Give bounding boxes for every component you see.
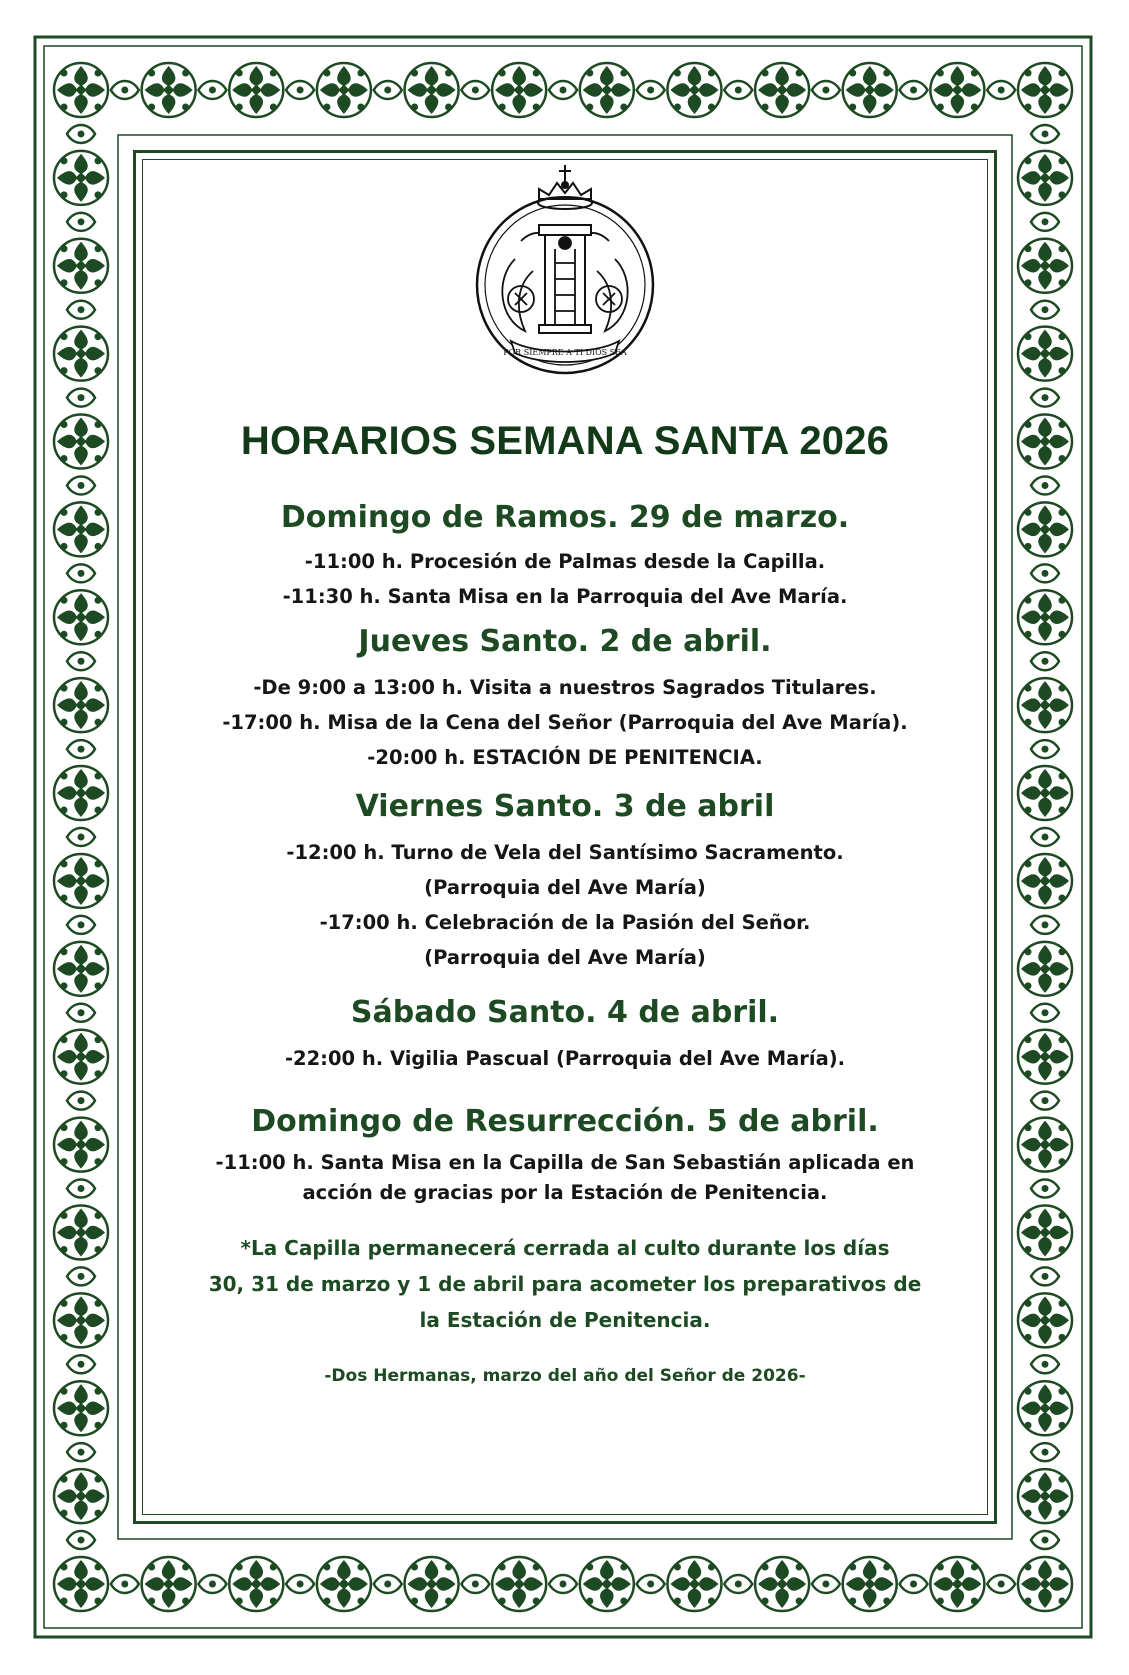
scroll-link-icon <box>67 740 95 758</box>
cross-medallion-icon <box>1018 1293 1072 1347</box>
scroll-link-icon <box>1031 564 1059 582</box>
cross-medallion-icon <box>843 1557 897 1611</box>
scroll-link-icon <box>900 1575 928 1593</box>
cross-medallion-icon <box>317 1557 371 1611</box>
scroll-link-icon <box>1031 213 1059 231</box>
scroll-link-icon <box>67 1355 95 1373</box>
schedule-line: -De 9:00 a 13:00 h. Visita a nuestros Sagrados Titulares. <box>253 676 877 699</box>
schedule-line: -11:30 h. Santa Misa en la Parroquia del Ave María. <box>282 585 848 608</box>
cross-medallion-icon <box>492 1557 546 1611</box>
scroll-link-icon <box>1031 389 1059 407</box>
cross-medallion-icon <box>405 1557 459 1611</box>
schedule-line: acción de gracias por la Estación de Penitencia. <box>302 1181 828 1204</box>
cross-medallion-icon <box>1018 239 1072 293</box>
scroll-link-icon <box>1031 1267 1059 1285</box>
scroll-link-icon <box>1031 652 1059 670</box>
scroll-link-icon <box>198 1575 226 1593</box>
scroll-link-icon <box>1031 476 1059 494</box>
cross-medallion-icon <box>54 942 108 996</box>
scroll-link-icon <box>461 81 489 99</box>
cross-medallion-icon <box>1018 502 1072 556</box>
schedule-line: -20:00 h. ESTACIÓN DE PENITENCIA. <box>367 746 763 769</box>
cross-medallion-icon <box>54 590 108 644</box>
cross-medallion-icon <box>667 1557 721 1611</box>
scroll-link-icon <box>67 389 95 407</box>
scroll-link-icon <box>637 81 665 99</box>
cross-medallion-icon <box>1018 151 1072 205</box>
page-title: HORARIOS SEMANA SANTA 2026 <box>240 419 890 463</box>
cross-medallion-icon <box>492 63 546 117</box>
scroll-link-icon <box>374 81 402 99</box>
schedule-line: -22:00 h. Vigilia Pascual (Parroquia del Ave María). <box>284 1047 846 1070</box>
scroll-link-icon <box>1031 740 1059 758</box>
scroll-link-icon <box>987 1575 1015 1593</box>
cross-medallion-icon <box>580 63 634 117</box>
cross-medallion-icon <box>229 63 283 117</box>
scroll-link-icon <box>1031 1355 1059 1373</box>
cross-medallion-icon <box>54 415 108 469</box>
schedule-line: -17:00 h. Celebración de la Pasión del Señor. <box>319 911 811 934</box>
cross-medallion-icon <box>930 1557 984 1611</box>
scroll-link-icon <box>67 476 95 494</box>
cross-medallion-icon <box>229 1557 283 1611</box>
cross-medallion-icon <box>1018 590 1072 644</box>
scroll-link-icon <box>67 213 95 231</box>
schedule-line: (Parroquia del Ave María) <box>424 876 706 899</box>
cross-medallion-icon <box>54 766 108 820</box>
day-heading: Jueves Santo. 2 de abril. <box>358 624 772 659</box>
cross-medallion-icon <box>1018 1205 1072 1259</box>
scroll-link-icon <box>900 81 928 99</box>
cross-medallion-icon <box>54 1293 108 1347</box>
day-heading: Domingo de Ramos. 29 de marzo. <box>280 500 850 535</box>
scroll-link-icon <box>549 81 577 99</box>
day-heading: Domingo de Resurrección. 5 de abril. <box>251 1104 879 1139</box>
cross-medallion-icon <box>54 1118 108 1172</box>
scroll-link-icon <box>286 1575 314 1593</box>
cross-medallion-icon <box>1018 1118 1072 1172</box>
scroll-link-icon <box>461 1575 489 1593</box>
scroll-link-icon <box>67 828 95 846</box>
cross-medallion-icon <box>1018 678 1072 732</box>
cross-medallion-icon <box>54 151 108 205</box>
schedule-line: -11:00 h. Santa Misa en la Capilla de San Sebastián aplicada en <box>215 1151 915 1174</box>
scroll-link-icon <box>198 81 226 99</box>
scroll-link-icon <box>1031 828 1059 846</box>
day-heading: Sábado Santo. 4 de abril. <box>350 995 780 1030</box>
scroll-link-icon <box>637 1575 665 1593</box>
scroll-link-icon <box>1031 1180 1059 1198</box>
cross-medallion-icon <box>54 1205 108 1259</box>
schedule-section <box>136 624 994 775</box>
scroll-link-icon <box>812 81 840 99</box>
cross-medallion-icon <box>1018 63 1072 117</box>
cross-medallion-icon <box>405 63 459 117</box>
seal-motto: POR SIEMPRE A TI DIOS SEA <box>503 348 627 357</box>
scroll-link-icon <box>111 1575 139 1593</box>
cross-medallion-icon <box>54 239 108 293</box>
scroll-link-icon <box>1031 125 1059 143</box>
scroll-link-icon <box>67 1531 95 1549</box>
cross-medallion-icon <box>54 854 108 908</box>
closure-note <box>136 1230 994 1338</box>
schedule-line: (Parroquia del Ave María) <box>424 946 706 969</box>
scroll-link-icon <box>1031 916 1059 934</box>
cross-medallion-icon <box>317 63 371 117</box>
cross-medallion-icon <box>1018 942 1072 996</box>
cross-medallion-icon <box>54 502 108 556</box>
cross-medallion-icon <box>580 1557 634 1611</box>
scroll-link-icon <box>1031 1004 1059 1022</box>
day-heading: Viernes Santo. 3 de abril <box>355 789 775 824</box>
cross-medallion-icon <box>1018 415 1072 469</box>
cross-medallion-icon <box>1018 854 1072 908</box>
signature: -Dos Hermanas, marzo del año del Señor de 2026- <box>324 1366 806 1386</box>
cross-medallion-icon <box>142 1557 196 1611</box>
cross-medallion-icon <box>1018 1030 1072 1084</box>
scroll-link-icon <box>67 564 95 582</box>
scroll-link-icon <box>67 125 95 143</box>
cross-medallion-icon <box>755 1557 809 1611</box>
cross-medallion-icon <box>1018 766 1072 820</box>
scroll-link-icon <box>67 652 95 670</box>
brotherhood-seal <box>455 159 675 385</box>
scroll-link-icon <box>724 81 752 99</box>
scroll-link-icon <box>111 81 139 99</box>
cross-medallion-icon <box>1018 1557 1072 1611</box>
scroll-link-icon <box>987 81 1015 99</box>
scroll-link-icon <box>812 1575 840 1593</box>
schedule-section <box>136 500 994 614</box>
note-line: la Estación de Penitencia. <box>419 1308 711 1332</box>
cross-medallion-icon <box>1018 327 1072 381</box>
cross-medallion-icon <box>1018 1381 1072 1435</box>
content-panel <box>133 150 997 1524</box>
scroll-link-icon <box>286 81 314 99</box>
schedule-line: -11:00 h. Procesión de Palmas desde la Capilla. <box>304 550 826 573</box>
schedule-line: -17:00 h. Misa de la Cena del Señor (Parroquia del Ave María). <box>222 711 908 734</box>
scroll-link-icon <box>1031 1443 1059 1461</box>
cross-medallion-icon <box>667 63 721 117</box>
schedule-section <box>136 1104 994 1208</box>
cross-medallion-icon <box>755 63 809 117</box>
scroll-link-icon <box>1031 301 1059 319</box>
scroll-link-icon <box>67 916 95 934</box>
cross-medallion-icon <box>54 1381 108 1435</box>
scroll-link-icon <box>724 1575 752 1593</box>
scroll-link-icon <box>67 1092 95 1110</box>
scroll-link-icon <box>67 1004 95 1022</box>
cross-medallion-icon <box>54 1557 108 1611</box>
cross-medallion-icon <box>843 63 897 117</box>
scroll-link-icon <box>1031 1092 1059 1110</box>
scroll-link-icon <box>549 1575 577 1593</box>
scroll-link-icon <box>374 1575 402 1593</box>
scroll-link-icon <box>67 1180 95 1198</box>
cross-medallion-icon <box>1018 1469 1072 1523</box>
scroll-link-icon <box>67 1443 95 1461</box>
cross-medallion-icon <box>54 1469 108 1523</box>
scroll-link-icon <box>67 1267 95 1285</box>
cross-medallion-icon <box>142 63 196 117</box>
schedule-line: -12:00 h. Turno de Vela del Santísimo Sacramento. <box>286 841 844 864</box>
note-line: 30, 31 de marzo y 1 de abril para acometer los preparativos de <box>208 1272 922 1296</box>
cross-medallion-icon <box>930 63 984 117</box>
schedule-section <box>136 789 994 975</box>
scroll-link-icon <box>67 301 95 319</box>
cross-medallion-icon <box>54 63 108 117</box>
schedule-section <box>136 995 994 1076</box>
cross-medallion-icon <box>54 678 108 732</box>
cross-medallion-icon <box>54 1030 108 1084</box>
cross-medallion-icon <box>54 327 108 381</box>
scroll-link-icon <box>1031 1531 1059 1549</box>
note-line: *La Capilla permanecerá cerrada al culto durante los días <box>240 1236 890 1260</box>
